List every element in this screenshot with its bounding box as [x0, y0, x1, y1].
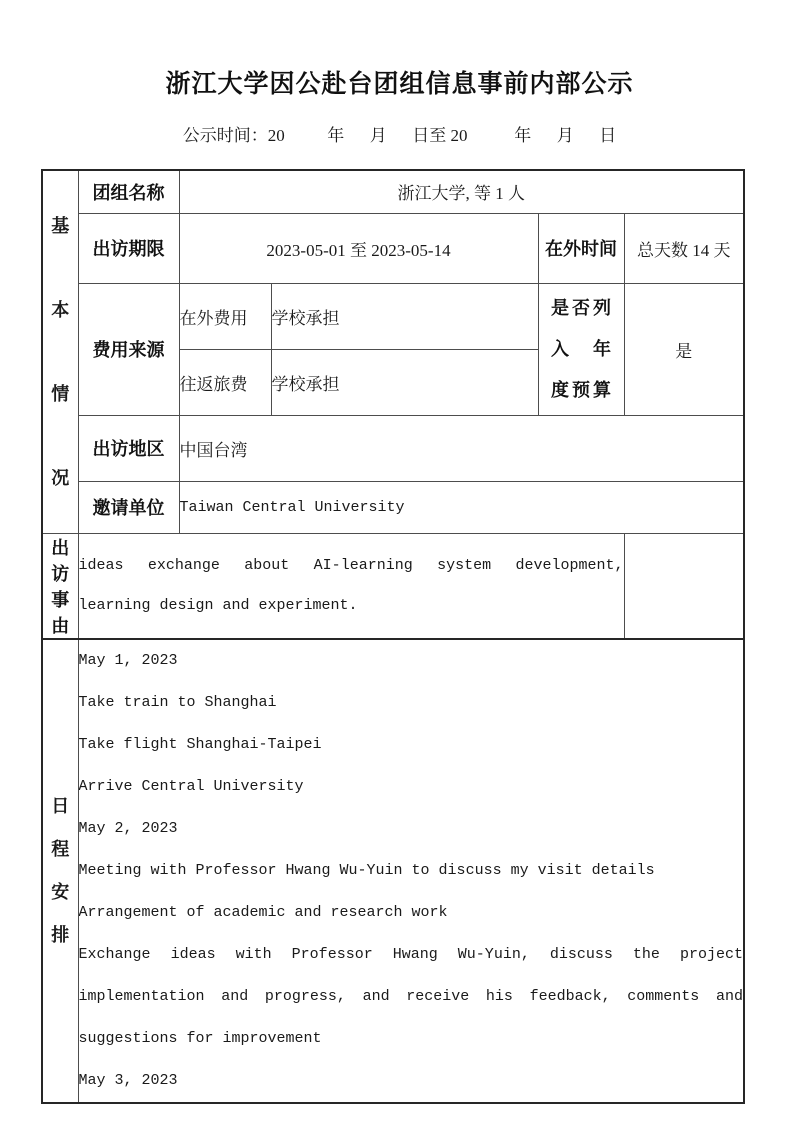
visit-period-label: 出访期限 [78, 213, 179, 283]
schedule-line: Take train to Shanghai [78, 693, 277, 711]
table-row [42, 283, 744, 349]
funding-source-label: 费用来源 [78, 283, 179, 415]
table-row [42, 170, 744, 213]
schedule-line: Arrangement of academic and research work [78, 903, 448, 921]
inviting-unit-value: Taiwan Central University [179, 481, 744, 533]
publicity-period-line: 公示时间：20 年 月 日至 20 年 月 日 [182, 126, 617, 145]
table-row [42, 481, 744, 533]
budget-included-label [538, 283, 624, 415]
visit-region-value: 中国台湾 [179, 415, 744, 481]
section-header-basic-info-text: 基本情况 [51, 215, 70, 488]
budget-label-line: 入年 [551, 338, 611, 359]
abroad-cost-value: 学校承担 [271, 283, 538, 349]
schedule-line: Take flight Shanghai-Taipei [78, 735, 322, 753]
travel-cost-label: 往返旅费 [179, 349, 271, 415]
schedule-line: Arrive Central University [78, 777, 304, 795]
budget-included-label-text [551, 288, 611, 411]
budget-label-line: 度预算 [551, 379, 611, 400]
section-header-schedule [42, 639, 78, 1103]
visit-reason-label: 出访事由 [42, 533, 78, 639]
schedule-line: suggestions for improvement [78, 1029, 322, 1047]
section-header-schedule-text: 日程安排 [51, 795, 70, 945]
abroad-cost-label: 在外费用 [179, 283, 271, 349]
schedule-line: May 1, 2023 [78, 651, 178, 669]
schedule-line: May 3, 2023 [78, 1071, 178, 1089]
time-abroad-value: 总天数 14 天 [624, 213, 744, 283]
table-row [42, 533, 744, 639]
visit-reason-line: learning design and experiment. [78, 596, 358, 614]
table-row [42, 415, 744, 481]
schedule-line: May 2, 2023 [78, 819, 178, 837]
table-row [42, 213, 744, 283]
schedule-line: Exchange ideas with Professor Hwang Wu-Yuin, discuss the project [78, 945, 743, 963]
travel-cost-value: 学校承担 [271, 349, 538, 415]
inviting-unit-label: 邀请单位 [78, 481, 179, 533]
visit-period-value: 2023-05-01 至 2023-05-14 [179, 213, 538, 283]
visit-region-label: 出访地区 [78, 415, 179, 481]
visit-reason-line: ideas exchange about AI-learning system development, [78, 556, 624, 574]
group-name-label: 团组名称 [78, 170, 179, 213]
schedule-line: implementation and progress, and receive his feedback, comments and [78, 987, 743, 1005]
group-name-value: 浙江大学, 等 1 人 [179, 170, 744, 213]
time-abroad-label: 在外时间 [538, 213, 624, 283]
page-title: 浙江大学因公赴台团组信息事前内部公示 [165, 70, 634, 98]
budget-included-value: 是 [624, 283, 744, 415]
info-table [41, 169, 745, 1104]
table-row [42, 639, 744, 1103]
schedule-content [78, 639, 744, 1103]
visit-reason-value [78, 533, 624, 639]
section-header-basic-info [42, 170, 78, 533]
budget-label-line: 是否列 [551, 297, 611, 318]
schedule-line: Meeting with Professor Hwang Wu-Yuin to discuss my visit details [78, 861, 655, 879]
